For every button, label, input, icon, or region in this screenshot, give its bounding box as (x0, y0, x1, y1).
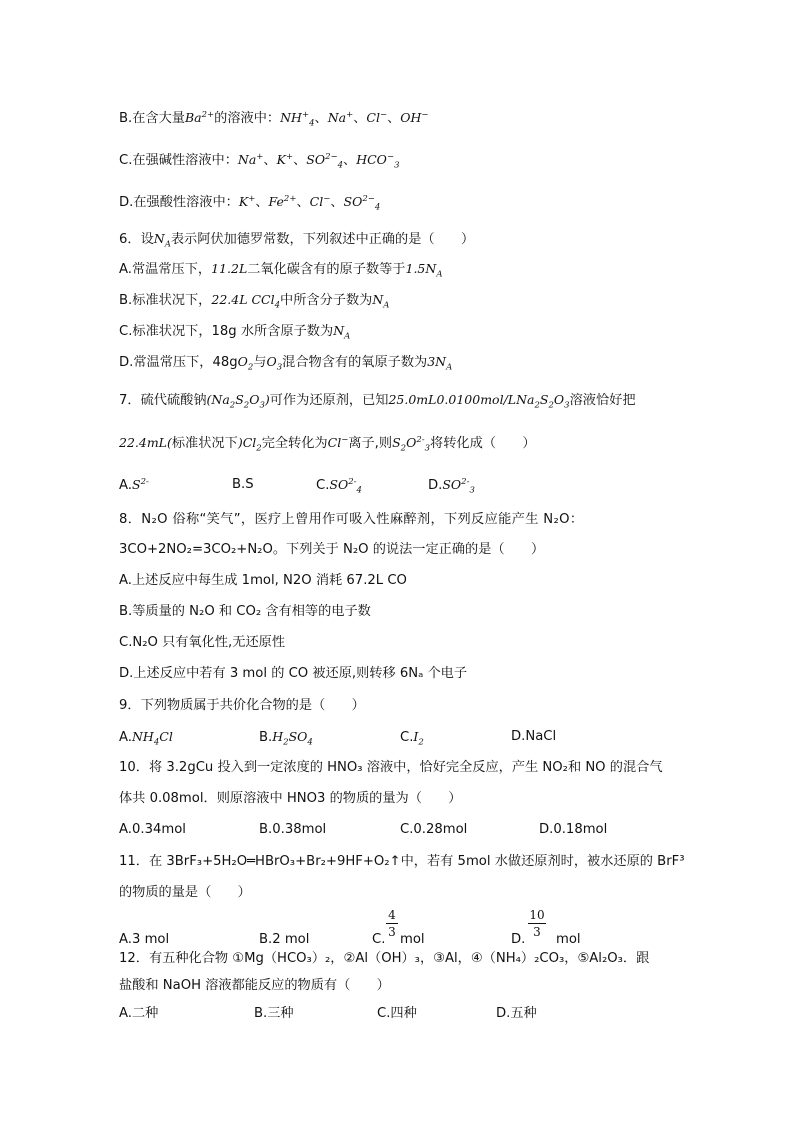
q9-option-c: $C.I_2$ (400, 729, 424, 748)
q8-option-d: D.上述反应中若有 3 mol 的 CO 被还原,则转移 6Nₐ 个电子 (119, 666, 468, 681)
q12-stem-line1: 12．有五种化合物 ①Mg（HCO₃）₂，②Al（OH）₃，③Al，④（NH₄）₂CO₃，⑤Al₂O₃．跟 (119, 951, 650, 966)
q12-option-d: D.五种 (496, 1006, 537, 1021)
q6-option-a: A.常温常压下，11.2L二氧化碳含有的原子数等于$1.5N_A$ (119, 261, 443, 280)
q8-option-c: C.N₂O 只有氧化性,无还原性 (119, 635, 286, 650)
q11-option-d-fraction: 10 3 (529, 908, 545, 939)
q8-option-b: B.等质量的 N₂O 和 CO₂ 含有相等的电子数 (119, 604, 371, 619)
q11-option-c: C. (372, 932, 386, 947)
q9-option-d: D.NaCl (511, 729, 557, 744)
q12-option-a: A.二种 (119, 1006, 159, 1021)
q9-stem: 9．下列物质属于共价化合物的是（ ） (119, 698, 365, 713)
q10-option-b: B.0.38mol (259, 822, 327, 837)
q10-stem-line2: 体共 0.08mol．则原溶液中 HNO3 的物质的量为（ ） (119, 791, 462, 806)
q5-option-c: C.在强碱性溶液中：Na+、K+、$SO^{2-}_4$、$HCO^-_3$ (119, 151, 400, 171)
q11-option-c-unit: mol (400, 932, 425, 947)
q7-option-a: $A.S^{2-}$ (119, 476, 149, 493)
q11-stem-line1: 11．在 3BrF₃+5H₂O═HBrO₃+Br₂+9HF+O₂↑中，若有 5mol 水做还原剂时，被水还原的 BrF³ (119, 854, 685, 869)
q12-option-b: B.三种 (254, 1006, 294, 1021)
q11-option-d-unit: mol (556, 932, 581, 947)
q6-option-c: C.标准状况下，18g 水所含原子数为$N_A$ (119, 323, 351, 342)
q7-stem-line1: 7．硫代硫酸钠$(Na_2S_2O_3)$可作为还原剂，已知$25.0mL0.0100mol/LNa_2S_2O_3$溶液恰好把 (119, 392, 636, 411)
q11-option-a: A.3 mol (119, 932, 170, 947)
q6-option-b: B.标准状况下，22.4L CCl$_4$中所含分子数为$N_A$ (119, 292, 390, 311)
q5-option-d: D.在强酸性溶液中：K+、$Fe^{2+}$、Cl−、$SO^{2-}_4$ (119, 193, 381, 213)
q12-stem-line2: 盐酸和 NaOH 溶液都能反应的物质有（ ） (119, 978, 390, 993)
q10-option-a: A.0.34mol (119, 822, 186, 837)
q11-option-d: D. (511, 932, 526, 947)
q9-option-a: $A.NH_4Cl$ (119, 729, 173, 748)
q8-option-a: A.上述反应中每生成 1mol, N2O 消耗 67.2L CO (119, 573, 407, 588)
q10-stem-line1: 10．将 3.2gCu 投入到一定浓度的 HNO₃ 溶液中，恰好完全反应，产生 NO₂和 NO 的混合气 (119, 760, 663, 775)
q11-option-b: B.2 mol (259, 932, 310, 947)
q8-stem-line1: 8．N₂O 俗称“笑气”，医疗上曾用作可吸入性麻醉剂，下列反应能产生 N₂O： (119, 512, 584, 527)
q10-option-c: C.0.28mol (400, 822, 468, 837)
q12-option-c: C.四种 (377, 1006, 417, 1021)
q5-option-b: B.在含大量$Ba^{2+}$的溶液中：$NH^+_4$、Na+、Cl−、OH− (119, 109, 429, 129)
q7-option-d: $D.SO^{2-}_3$ (428, 476, 475, 496)
q11-stem-line2: 的物质的量是（ ） (119, 885, 251, 900)
q10-option-d: D.0.18mol (539, 822, 608, 837)
q7-option-c: $C.SO^{2-}_4$ (316, 476, 362, 496)
q6-option-d: D.常温常压下，$48gO_2$与$O_3$混合物含有的氧原子数为$3N_A$ (119, 354, 453, 373)
q6-stem: 6．设$N_A$表示阿伏加德罗常数，下列叙述中正确的是（ ） (119, 231, 475, 250)
q7-option-b: B.S (232, 477, 254, 492)
q7-stem-line2: 22.4mL(标准状况下)$Cl_2$完全转化为Cl−离子,则$S_2O^{2-}_3$将转化成（ ） (119, 434, 536, 454)
q8-stem-line2: 3CO+2NO₂=3CO₂+N₂O。下列关于 N₂O 的说法一定正确的是（ ） (119, 542, 545, 557)
q9-option-b: $B.H_2SO_4$ (259, 729, 313, 748)
q11-option-c-fraction: 4 3 (386, 908, 398, 939)
